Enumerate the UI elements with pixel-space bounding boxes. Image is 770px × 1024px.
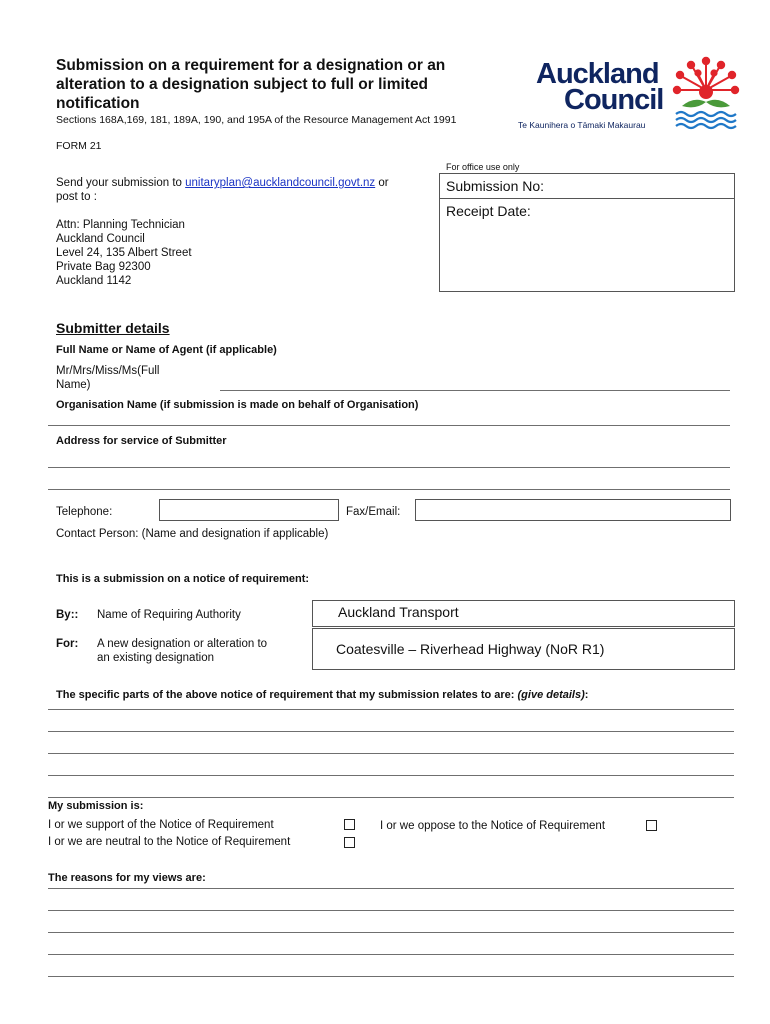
title-label	[56, 364, 159, 392]
oppose-checkbox[interactable]	[646, 820, 657, 831]
fax-email-label: Fax/Email:	[346, 506, 401, 518]
notice-heading: This is a submission on a notice of requirement:	[56, 573, 310, 585]
fax-email-input[interactable]	[415, 499, 731, 521]
specific-parts-heading	[56, 689, 588, 701]
reasons-line[interactable]	[48, 910, 734, 911]
specific-parts-line[interactable]	[48, 753, 734, 754]
support-label: I or we support of the Notice of Requirement	[48, 819, 274, 831]
address-line: Auckland 1142	[56, 275, 132, 287]
office-divider	[440, 198, 734, 199]
logo-tagline: Te Kaunihera o Tāmaki Makaurau	[518, 120, 646, 130]
logo-council-text: Council	[564, 84, 664, 116]
contact-person-label: Contact Person: (Name and designation if applicable)	[56, 528, 329, 540]
specific-parts-line[interactable]	[48, 709, 734, 710]
form-title-line-3: notification	[56, 95, 140, 112]
oppose-label: I or we oppose to the Notice of Requirement	[380, 820, 606, 832]
reasons-heading: The reasons for my views are:	[48, 872, 206, 884]
postal-address	[56, 218, 192, 288]
form-title-line-1: Submission on a requirement for a designation or an	[56, 57, 446, 74]
address-line: Level 24, 135 Albert Street	[56, 247, 192, 259]
my-submission-heading: My submission is:	[48, 800, 144, 812]
specific-parts-line[interactable]	[48, 797, 734, 798]
specific-parts-text: The specific parts of the above notice of requirement that my submission relates to are:	[56, 689, 515, 701]
designation-box	[312, 628, 735, 670]
for-label: For:	[56, 638, 79, 650]
form-title-line-2: alteration to a designation subject to full or limited	[56, 76, 429, 93]
address-service-label: Address for service of Submitter	[56, 435, 227, 447]
for-description	[97, 637, 267, 665]
telephone-input[interactable]	[159, 499, 339, 521]
address-line: Private Bag 92300	[56, 261, 151, 273]
submission-email-link[interactable]: unitaryplan@aucklandcouncil.govt.nz	[185, 177, 376, 189]
telephone-label: Telephone:	[56, 506, 113, 518]
office-use-label: For office use only	[446, 162, 520, 172]
office-use-box	[439, 173, 735, 292]
title-label-line-1: Mr/Mrs/Miss/Ms(Full	[56, 365, 160, 377]
requiring-authority-box	[312, 600, 735, 627]
specific-parts-line[interactable]	[48, 775, 734, 776]
reasons-line[interactable]	[48, 976, 734, 977]
send-instructions	[56, 176, 389, 190]
submission-no-label: Submission No:	[446, 178, 545, 194]
support-checkbox[interactable]	[344, 819, 355, 830]
send-prefix: Send your submission to	[56, 177, 182, 189]
form-number: FORM 21	[56, 140, 102, 152]
by-label: By::	[56, 609, 79, 621]
reasons-line[interactable]	[48, 932, 734, 933]
neutral-checkbox[interactable]	[344, 837, 355, 848]
act-sections: Sections 168A,169, 181, 189A, 190, and 195A of the Resource Management Act 1991	[56, 114, 457, 126]
post-to-label: post to :	[56, 191, 97, 203]
specific-parts-hint: (give details)	[517, 689, 585, 701]
organisation-label: Organisation Name (if submission is made on behalf of Organisation)	[56, 399, 419, 411]
reasons-line[interactable]	[48, 888, 734, 889]
auckland-council-logo	[516, 56, 742, 134]
submitter-details-heading: Submitter details	[56, 320, 170, 336]
form-title	[56, 56, 526, 113]
by-description: Name of Requiring Authority	[97, 609, 241, 621]
send-suffix: or	[378, 177, 389, 189]
full-name-field[interactable]	[220, 390, 730, 391]
title-label-line-2: Name)	[56, 379, 91, 391]
receipt-date-label: Receipt Date:	[446, 203, 531, 219]
specific-parts-line[interactable]	[48, 731, 734, 732]
address-field-line-1[interactable]	[48, 467, 730, 468]
address-line: Auckland Council	[56, 233, 145, 245]
address-field-line-2[interactable]	[48, 489, 730, 490]
for-description-line-2: an existing designation	[97, 652, 214, 664]
designation-value: Coatesville – Riverhead Highway (NoR R1)	[336, 641, 605, 657]
full-name-label: Full Name or Name of Agent (if applicable)	[56, 344, 277, 356]
reasons-line[interactable]	[48, 954, 734, 955]
neutral-label: I or we are neutral to the Notice of Requirement	[48, 836, 291, 848]
specific-parts-colon: :	[584, 689, 589, 701]
for-description-line-1: A new designation or alteration to	[97, 638, 268, 650]
pohutukawa-flower-icon	[672, 56, 742, 132]
logo-auckland-text: Auckland	[536, 58, 659, 90]
address-line: Attn: Planning Technician	[56, 219, 185, 231]
requiring-authority-value: Auckland Transport	[338, 604, 459, 620]
organisation-field[interactable]	[48, 425, 730, 426]
